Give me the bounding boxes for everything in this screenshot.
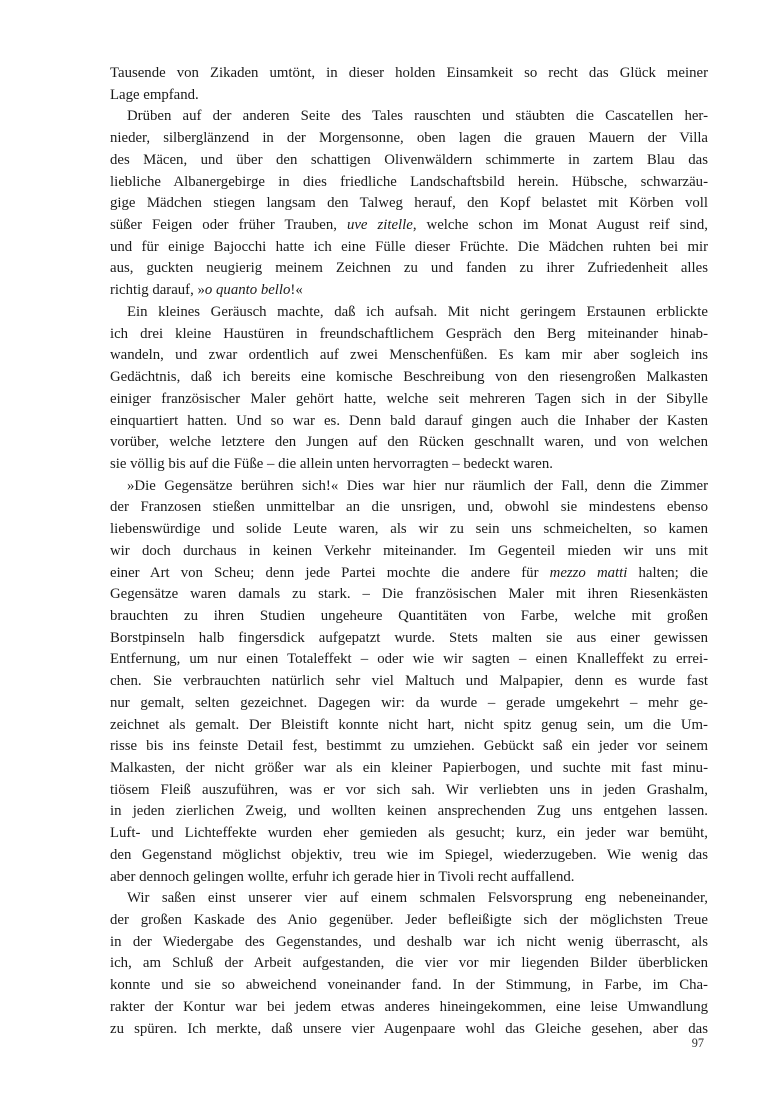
text-line: brauchten zu ihren Studien ungeheure Quantitäten von Farbe, welche mit großen xyxy=(110,607,708,624)
text-line: konnte und sie so abweichend voneinander fand. In der Stimmung, in Farbe, im Cha- xyxy=(110,977,708,994)
text-line: der Franzosen stießen unmittelbar an die unsrigen, und, obwohl sie mindestens ebenso xyxy=(110,499,708,516)
text-line: Gegensätze waren damals zu stark. – Die französischen Maler mit ihren Riesenkästen xyxy=(110,586,708,603)
text-line: »Die Gegensätze berühren sich!« Dies war hier nur räumlich der Fall, denn die Zimmer xyxy=(127,477,708,494)
text-line: Lage empfand. xyxy=(110,86,199,103)
text-line: Borstpinseln halb fingersdick aufgepatzt wurde. Stets malten sie aus einer gewissen xyxy=(110,629,708,646)
text-line: aus, guckten neugierig meinem Zeichnen zu und fanden zu ihrer Zufriedenheit alles xyxy=(110,260,708,277)
text-line: in jeden zierlichen Zweig, und wollten keinen ansprechenden Zug uns entgehen lassen. xyxy=(110,803,708,820)
text-line: aber dennoch gelingen wollte, erfuhr ich gerade hier in Tivoli recht auffallend. xyxy=(110,868,575,885)
text-line: Tausende von Zikaden umtönt, in dieser holden Einsamkeit so recht das Glück meiner xyxy=(110,65,708,81)
text-line: richtig darauf, »o quanto bello!« xyxy=(110,282,303,299)
text-line: Gedächtnis, daß ich bereits eine komische Beschreibung von den riesengroßen Malkasten xyxy=(110,369,708,386)
text-line: liebliche Albanergebirge in dies friedliche Landschaftsbild herein. Hübsche, schwarzäu- xyxy=(110,173,708,190)
text-line: zu spüren. Ich merkte, daß unsere vier Augenpaare wohl das Gleiche gesehen, aber das xyxy=(110,1020,708,1037)
text-line: wandeln, und zwar ordentlich auf zwei Menschenfüßen. Es kam mir aber sogleich ins xyxy=(110,347,708,364)
text-line: rakter der Kontur war bei jedem etwas anderes hineingekommen, eine leise Umwandlung xyxy=(110,998,708,1015)
text-line: liebenswürdige und solide Leute waren, als wir zu sein uns schmeichelten, so kamen xyxy=(110,521,708,538)
page-text xyxy=(110,63,708,1040)
text-line: gige Mädchen stiegen langsam den Talweg herauf, den Kopf belastet mit Körben voll xyxy=(110,195,708,212)
text-line: zeichnet als gemalt. Der Bleistift konnte nicht hart, nicht spitz genug sein, um die Um- xyxy=(110,716,708,733)
text-line: chen. Sie verbrauchten natürlich sehr viel Maltuch und Malpapier, denn es wurde fast xyxy=(110,673,708,690)
text-line: risse bis ins feinste Detail fest, bestimmt zu umziehen. Gebückt saß ein jeder vor seinem xyxy=(110,738,708,755)
text-line: Ein kleines Geräusch machte, daß ich aufsah. Mit nicht geringem Erstaunen erblickte xyxy=(127,303,708,320)
text-line: nur gemalt, selten gezeichnet. Dagegen wir: da wurde – gerade umgekehrt – mehr ge- xyxy=(110,694,708,711)
text-line: einquartiert hatten. Und so war es. Denn bald darauf gingen auch die Inhaber der Kasten xyxy=(110,412,708,429)
text-line: des Mäcen, und über den schattigen Olivenwäldern schimmerte in zartem Blau das xyxy=(110,151,708,168)
text-line: und für einige Bajocchi hatte ich eine Fülle dieser Früchte. Die Mädchen ruhten bei mir xyxy=(110,238,708,255)
text-line: vorüber, welche letztere den Jungen auf den Rücken geschnallt waren, und von welchen xyxy=(110,434,708,451)
text-line: in der Wiedergabe des Gegenstandes, und deshalb war ich nicht wenig überrascht, als xyxy=(110,933,708,950)
text-line: ich drei kleine Haustüren in freundschaftlichem Gespräch den Berg miteinander hinab- xyxy=(110,325,708,342)
text-line: sie völlig bis auf die Füße – die allein unten hervorragten – bedeckt waren. xyxy=(110,455,553,472)
text-line: wir doch durchaus in keinen Verkehr miteinander. Im Gegenteil mieden wir uns mit xyxy=(110,542,708,559)
text-line: nieder, silberglänzend in der Morgensonne, oben lagen die grauen Mauern der Villa xyxy=(110,130,708,147)
text-line: einiger französischer Maler gehört hatte, welche seit mehreren Tagen sich in der Sibylle xyxy=(110,390,708,407)
text-line: Drüben auf der anderen Seite des Tales rauschten und stäubten die Cascatellen her- xyxy=(127,108,708,125)
text-line: einer Art von Scheu; denn jede Partei mochte die andere für mezzo matti halten; die xyxy=(110,564,708,581)
text-line: tiösem Fleiß auszuführen, was er vor sich sah. Wir verliebten uns in jeden Grashalm, xyxy=(110,781,708,798)
text-line: der großen Kaskade des Anio gegenüber. Jeder befleißigte sich der möglichsten Treue xyxy=(110,912,708,929)
page-number: 97 xyxy=(691,1036,704,1050)
text-line: Luft- und Lichteffekte wurden eher gemieden als gesucht; kurz, ein jeder war bemüht, xyxy=(110,825,708,842)
text-line: süßer Feigen oder früher Trauben, uve zitelle, welche schon im Monat August reif sind, xyxy=(110,217,708,234)
text-line: den Gegenstand möglichst objektiv, treu wie im Spiegel, wiederzugeben. Wie wenig das xyxy=(110,846,708,863)
text-line: Wir saßen einst unserer vier auf einem schmalen Felsvorsprung eng nebeneinander, xyxy=(127,890,708,907)
text-line: ich, am Schluß der Arbeit aufgestanden, die vier vor mir liegenden Bilder überblicken xyxy=(110,955,708,972)
text-line: Entfernung, um nur einen Totaleffekt – oder wie wir sagten – einen Knalleffekt zu errei- xyxy=(110,651,708,668)
text-line: Malkasten, der nicht größer war als ein kleiner Papierbogen, und suchte mit fast minu- xyxy=(110,760,708,776)
